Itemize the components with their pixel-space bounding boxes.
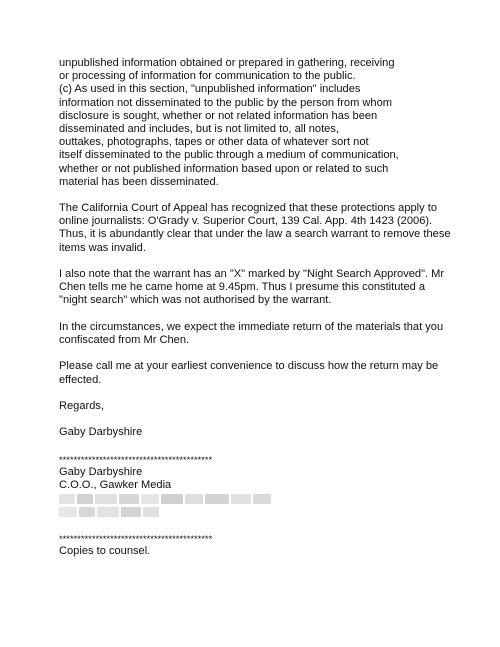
- warrant-line: I also note that the warrant has an "X" marked by "Night Search Approved". Mr: [59, 268, 445, 280]
- statute-line: disseminated and includes, but is not limited to, all notes,: [59, 122, 339, 135]
- statute-line: unpublished information obtained or prepared in gathering, receiving: [59, 57, 395, 69]
- statute-line: information not disseminated to the public by the person from whom: [59, 96, 392, 109]
- letter-body: [59, 57, 459, 559]
- return-paragraph: [59, 321, 459, 347]
- redaction-block: [97, 507, 119, 517]
- sig-block-title: C.O.O., Gawker Media: [59, 479, 172, 491]
- redacted-contact-line: [59, 492, 459, 505]
- call-line: Please call me at your earliest convenience to discuss how the return may be: [59, 360, 439, 373]
- statute-line: outtakes, photographs, tapes or other data of whatever sort not: [59, 136, 369, 149]
- call-paragraph: [59, 360, 459, 386]
- closing-text: Regards,: [59, 399, 105, 412]
- redaction-block: [119, 494, 139, 504]
- court-line: The California Court of Appeal has recognized that these protections apply to: [59, 202, 438, 215]
- redaction-block: [205, 494, 229, 504]
- court-line: items was invalid.: [59, 241, 146, 254]
- statute-quote: [59, 57, 459, 189]
- redaction-block: [121, 507, 141, 517]
- signature-block: [59, 453, 459, 559]
- redaction-block: [95, 494, 117, 504]
- redaction-block: [185, 494, 203, 504]
- redaction-block: [77, 494, 93, 504]
- statute-line: whether or not published information based upon or related to such: [59, 162, 389, 175]
- warrant-paragraph: [59, 268, 459, 308]
- return-line: In the circumstances, we expect the immediate return of the materials that you: [59, 320, 444, 333]
- signature: [59, 426, 459, 439]
- redaction-block: [161, 494, 183, 504]
- court-line: Thus, it is abundantly clear that under the law a search warrant to remove these: [59, 228, 451, 241]
- statute-line: itself disseminated to the public through a medium of communication,: [59, 149, 399, 162]
- statute-line: disclosure is sought, whether or not related information has been: [59, 109, 378, 122]
- return-line: confiscated from Mr Chen.: [59, 333, 190, 346]
- redaction-block: [253, 494, 271, 504]
- warrant-line: Chen tells me he came home at 9.45pm. Thus I presume this constituted a: [59, 281, 426, 294]
- redacted-contact-line: [59, 505, 459, 518]
- redaction-block: [59, 507, 77, 517]
- redaction-block: [141, 494, 159, 504]
- court-line: online journalists: O'Grady v. Superior Court, 139 Cal. App. 4th 1423 (2006).: [59, 215, 433, 228]
- redaction-block: [79, 507, 95, 517]
- redaction-block: [59, 494, 75, 504]
- copies-note: Copies to counsel.: [59, 545, 151, 558]
- signature-name: Gaby Darbyshire: [59, 426, 143, 439]
- statute-line: (c) As used in this section, "unpublished information" includes: [59, 83, 361, 96]
- redaction-block: [143, 507, 159, 517]
- redaction-block: [231, 494, 251, 504]
- separator-bottom: ******************************************: [59, 533, 213, 545]
- separator-top: ******************************************: [59, 453, 213, 465]
- statute-line: material has been disseminated.: [59, 175, 219, 188]
- court-paragraph: [59, 202, 459, 255]
- statute-line: or processing of information for communication to the public.: [59, 70, 356, 83]
- call-line: effected.: [59, 373, 102, 386]
- warrant-line: "night search" which was not authorised by the warrant.: [59, 294, 332, 307]
- sig-block-name: Gaby Darbyshire: [59, 465, 143, 478]
- closing: [59, 400, 459, 413]
